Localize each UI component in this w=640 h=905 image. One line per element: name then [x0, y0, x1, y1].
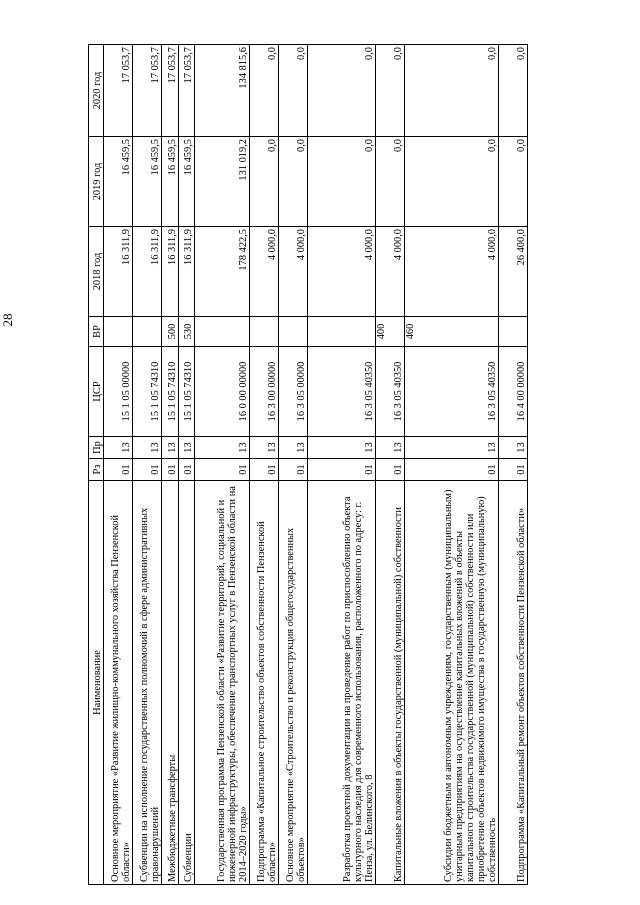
header-2019: 2019 год — [89, 137, 104, 227]
cell-2020: 134 815,6 — [195, 45, 250, 137]
cell-2019: 16 459,5 — [178, 137, 194, 227]
cell-name: Межбюджетные трансферты — [162, 481, 178, 885]
cell-2020: 0,0 — [405, 45, 498, 137]
table-row — [376, 45, 405, 885]
cell-pr: 13 — [249, 437, 278, 459]
cell-2019: 16 459,5 — [133, 137, 162, 227]
cell-2018: 4 000,0 — [376, 227, 405, 317]
table-row — [195, 45, 250, 885]
cell-2018: 16 311,9 — [133, 227, 162, 317]
cell-rz: 01 — [162, 459, 178, 481]
rotated-table-container — [88, 45, 528, 885]
cell-pr: 13 — [279, 437, 308, 459]
cell-name: Субсидии бюджетным и автономным учреждениям, государственным (муниципальным) унитарным предприятиям на осуществление капитальных вложений в объекты капитального строительства государственной (муниципальной) собственности или приобретение объектов недвижимого имущества в государственную (муниципальную) собственность — [405, 481, 498, 885]
cell-csr: 15 1 05 00000 — [104, 347, 133, 437]
cell-rz: 01 — [308, 459, 376, 481]
cell-2019: 16 459,5 — [104, 137, 133, 227]
cell-pr: 13 — [308, 437, 376, 459]
cell-rz: 01 — [133, 459, 162, 481]
cell-csr: 16 3 05 40350 — [308, 347, 376, 437]
cell-name: Подпрограмма «Капитальный ремонт объектов собственности Пензенской области» — [498, 481, 527, 885]
cell-csr: 16 4 00 00000 — [498, 347, 527, 437]
table-row — [162, 45, 178, 885]
table-row — [279, 45, 308, 885]
header-pr: Пр — [89, 437, 104, 459]
cell-2020: 0,0 — [308, 45, 376, 137]
cell-2018: 178 422,5 — [195, 227, 250, 317]
budget-table — [88, 44, 528, 885]
header-rz: Рз — [89, 459, 104, 481]
cell-2019: 0,0 — [376, 137, 405, 227]
cell-vr — [104, 317, 133, 347]
page-number: 28 — [0, 313, 15, 327]
cell-vr: 530 — [178, 317, 194, 347]
cell-rz: 01 — [178, 459, 194, 481]
cell-pr: 13 — [162, 437, 178, 459]
table-row — [405, 45, 498, 885]
cell-2018: 4 000,0 — [279, 227, 308, 317]
cell-pr: 13 — [376, 437, 405, 459]
cell-2020: 17 053,7 — [133, 45, 162, 137]
cell-name: Подпрограмма «Капитальное строительство объектов собственности Пензенской области» — [249, 481, 278, 885]
header-2018: 2018 год — [89, 227, 104, 317]
table-row — [178, 45, 194, 885]
cell-rz: 01 — [249, 459, 278, 481]
cell-2020: 0,0 — [376, 45, 405, 137]
cell-2020: 0,0 — [279, 45, 308, 137]
cell-rz: 01 — [279, 459, 308, 481]
table-row — [133, 45, 162, 885]
cell-2018: 4 000,0 — [405, 227, 498, 317]
cell-2019: 0,0 — [405, 137, 498, 227]
cell-pr: 13 — [498, 437, 527, 459]
cell-vr — [498, 317, 527, 347]
cell-2020: 17 053,7 — [162, 45, 178, 137]
cell-2019: 0,0 — [279, 137, 308, 227]
cell-2018: 26 400,0 — [498, 227, 527, 317]
cell-vr: 500 — [162, 317, 178, 347]
cell-vr — [249, 317, 278, 347]
cell-pr: 13 — [195, 437, 250, 459]
cell-vr — [308, 317, 376, 347]
cell-rz: 01 — [498, 459, 527, 481]
cell-name: Капитальные вложения в объекты государственной (муниципальной) собственности — [376, 481, 405, 885]
cell-2020: 17 053,7 — [178, 45, 194, 137]
cell-name: Основное мероприятие «Строительство и реконструкция общегосударственных объектов» — [279, 481, 308, 885]
cell-2019: 0,0 — [249, 137, 278, 227]
cell-rz: 01 — [104, 459, 133, 481]
cell-2018: 16 311,9 — [162, 227, 178, 317]
cell-2020: 0,0 — [498, 45, 527, 137]
cell-name: Основное мероприятие «Развитие жилищно-коммунального хозяйства Пензенской области» — [104, 481, 133, 885]
table-row — [104, 45, 133, 885]
cell-name: Государственная программа Пензенской области «Развитие территорий, социальной и инженерной инфраструктуры, обеспечение транспортных услуг в Пензенской области на 2014–2020 годы» — [195, 481, 250, 885]
table-row — [249, 45, 278, 885]
cell-rz: 01 — [195, 459, 250, 481]
table-header-row — [89, 45, 104, 885]
cell-2018: 4 000,0 — [249, 227, 278, 317]
cell-name: Субвенции на исполнение государственных полномочий в сфере административных правонарушений — [133, 481, 162, 885]
cell-vr — [133, 317, 162, 347]
cell-pr: 13 — [133, 437, 162, 459]
cell-2018: 16 311,9 — [104, 227, 133, 317]
cell-2018: 16 311,9 — [178, 227, 194, 317]
cell-2019: 0,0 — [498, 137, 527, 227]
cell-pr: 13 — [178, 437, 194, 459]
cell-2018: 4 000,0 — [308, 227, 376, 317]
header-csr: ЦСР — [89, 347, 104, 437]
cell-pr: 13 — [104, 437, 133, 459]
cell-2019: 0,0 — [308, 137, 376, 227]
cell-csr: 16 3 05 00000 — [279, 347, 308, 437]
cell-name: Субвенции — [178, 481, 194, 885]
cell-csr: 15 1 05 74310 — [178, 347, 194, 437]
table-row — [308, 45, 376, 885]
cell-vr: 460 — [405, 317, 498, 347]
cell-pr: 13 — [405, 437, 498, 459]
cell-2020: 17 053,7 — [104, 45, 133, 137]
cell-rz: 01 — [405, 459, 498, 481]
cell-vr — [279, 317, 308, 347]
cell-rz: 01 — [376, 459, 405, 481]
header-2020: 2020 год — [89, 45, 104, 137]
table-row — [498, 45, 527, 885]
cell-2019: 131 019,2 — [195, 137, 250, 227]
cell-csr: 15 1 05 74310 — [162, 347, 178, 437]
cell-2019: 16 459,5 — [162, 137, 178, 227]
header-vr: ВР — [89, 317, 104, 347]
cell-vr: 400 — [376, 317, 405, 347]
cell-name: Разработка проектной документации на проведение работ по приспособлению объекта культурного наследия для современного использования, расположенного по адресу: г. Пенза, ул. Белинского, 8 — [308, 481, 376, 885]
cell-csr: 16 3 05 40350 — [376, 347, 405, 437]
cell-2020: 0,0 — [249, 45, 278, 137]
cell-csr: 16 3 00 00000 — [249, 347, 278, 437]
cell-csr: 16 0 00 00000 — [195, 347, 250, 437]
header-name: Наименование — [89, 481, 104, 885]
cell-csr: 15 1 05 74310 — [133, 347, 162, 437]
cell-vr — [195, 317, 250, 347]
cell-csr: 16 3 05 40350 — [405, 347, 498, 437]
